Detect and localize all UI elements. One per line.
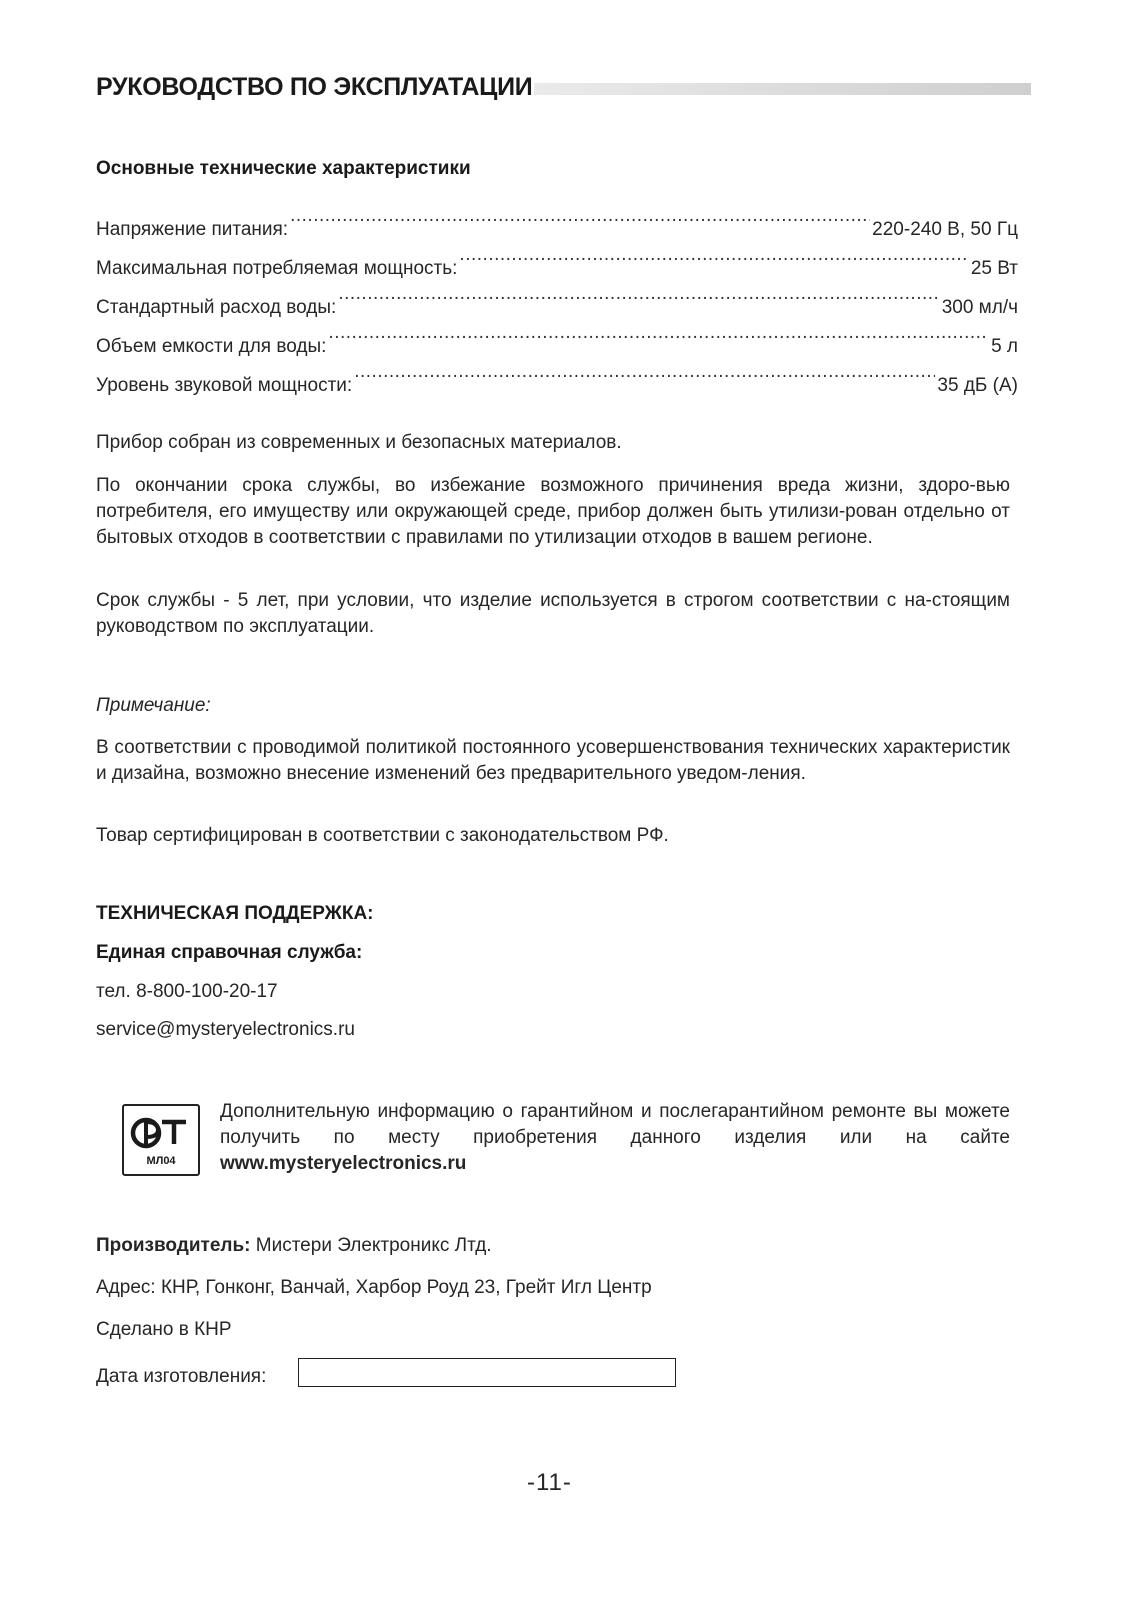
spec-row-voltage xyxy=(96,196,1018,240)
manufacture-date-field[interactable] xyxy=(298,1358,676,1387)
certification-mark-icon xyxy=(122,1104,200,1176)
info-paragraph-disposal: По окончании срока службы, во избежание возможного причинения вреда жизни, здоро-вью потребителя, его имуществу или окружающей среде, прибор должен быть утилизи-рован отдельно от бытовых отходов в соответствии с правилами по утилизации отходов в вашем регионе. xyxy=(96,475,1010,548)
manufacturer-name: Мистери Электроникс Лтд. xyxy=(255,1235,492,1256)
service-heading: Единая справочная служба: xyxy=(96,942,363,963)
dot-leader xyxy=(459,235,968,274)
support-email[interactable]: service@mysteryelectronics.ru xyxy=(96,1019,355,1040)
dot-leader xyxy=(290,196,870,235)
manufacture-date-label: Дата изготовления: xyxy=(96,1366,267,1387)
info-paragraph-service-life: Срок службы - 5 лет, при условии, что изделие используется в строгом соответствии с на-стоящим руководством по эксплуатации. xyxy=(96,590,1010,637)
spec-label: Максимальная потребляемая мощность: xyxy=(96,258,458,279)
spec-value: 220-240 В, 50 Гц xyxy=(872,219,1018,240)
note-label: Примечание: xyxy=(96,695,211,716)
spec-value: 5 л xyxy=(991,336,1018,357)
spec-label: Стандартный расход воды: xyxy=(96,297,337,318)
dot-leader xyxy=(328,313,989,352)
cert-code: МЛ04 xyxy=(146,1155,176,1167)
warranty-website-link[interactable]: www.mysteryelectronics.ru xyxy=(220,1153,467,1174)
dot-leader xyxy=(338,274,939,313)
specs-heading: Основные технические характеристики xyxy=(96,158,471,179)
manufacturer-label: Производитель: xyxy=(96,1235,251,1256)
made-in: Сделано в КНР xyxy=(96,1319,232,1340)
manufacturer-address: Адрес: КНР, Гонконг, Ванчай, Харбор Роуд 23, Грейт Игл Центр xyxy=(96,1277,652,1298)
title-decorative-band xyxy=(534,83,1031,95)
page-number: -11- xyxy=(527,1469,572,1496)
spec-label: Объем емкости для воды: xyxy=(96,336,327,357)
warranty-info xyxy=(220,1099,1010,1177)
specs-list xyxy=(96,196,1018,396)
page-title-bar xyxy=(96,72,1031,102)
note-paragraph-changes: В соответствии с проводимой политикой постоянного усовершенствования технических характеристик и дизайна, возможно внесение изменений без предварительного уведом-ления. xyxy=(96,737,1010,784)
pct-mark-icon xyxy=(124,1106,198,1174)
note-paragraph-certified: Товар сертифицирован в соответствии с законодательством РФ. xyxy=(96,825,669,846)
spec-value: 35 дБ (А) xyxy=(937,375,1018,396)
warranty-text: Дополнительную информацию о гарантийном и послегарантийном ремонте вы можете получить по месту приобретения данного изделия или на сайте xyxy=(220,1101,1010,1148)
spec-value: 25 Вт xyxy=(970,258,1018,279)
manufacturer-line xyxy=(96,1233,492,1259)
spec-label: Напряжение питания: xyxy=(96,219,289,240)
dot-leader xyxy=(354,352,935,391)
spec-value: 300 мл/ч xyxy=(941,297,1018,318)
info-paragraph-materials: Прибор собран из современных и безопасных материалов. xyxy=(96,432,622,453)
support-phone: тел. 8-800-100-20-17 xyxy=(96,981,278,1002)
support-heading: ТЕХНИЧЕСКАЯ ПОДДЕРЖКА: xyxy=(96,903,374,924)
spec-label: Уровень звуковой мощности: xyxy=(96,375,353,396)
page-title: РУКОВОДСТВО ПО ЭКСПЛУАТАЦИИ xyxy=(96,72,533,101)
